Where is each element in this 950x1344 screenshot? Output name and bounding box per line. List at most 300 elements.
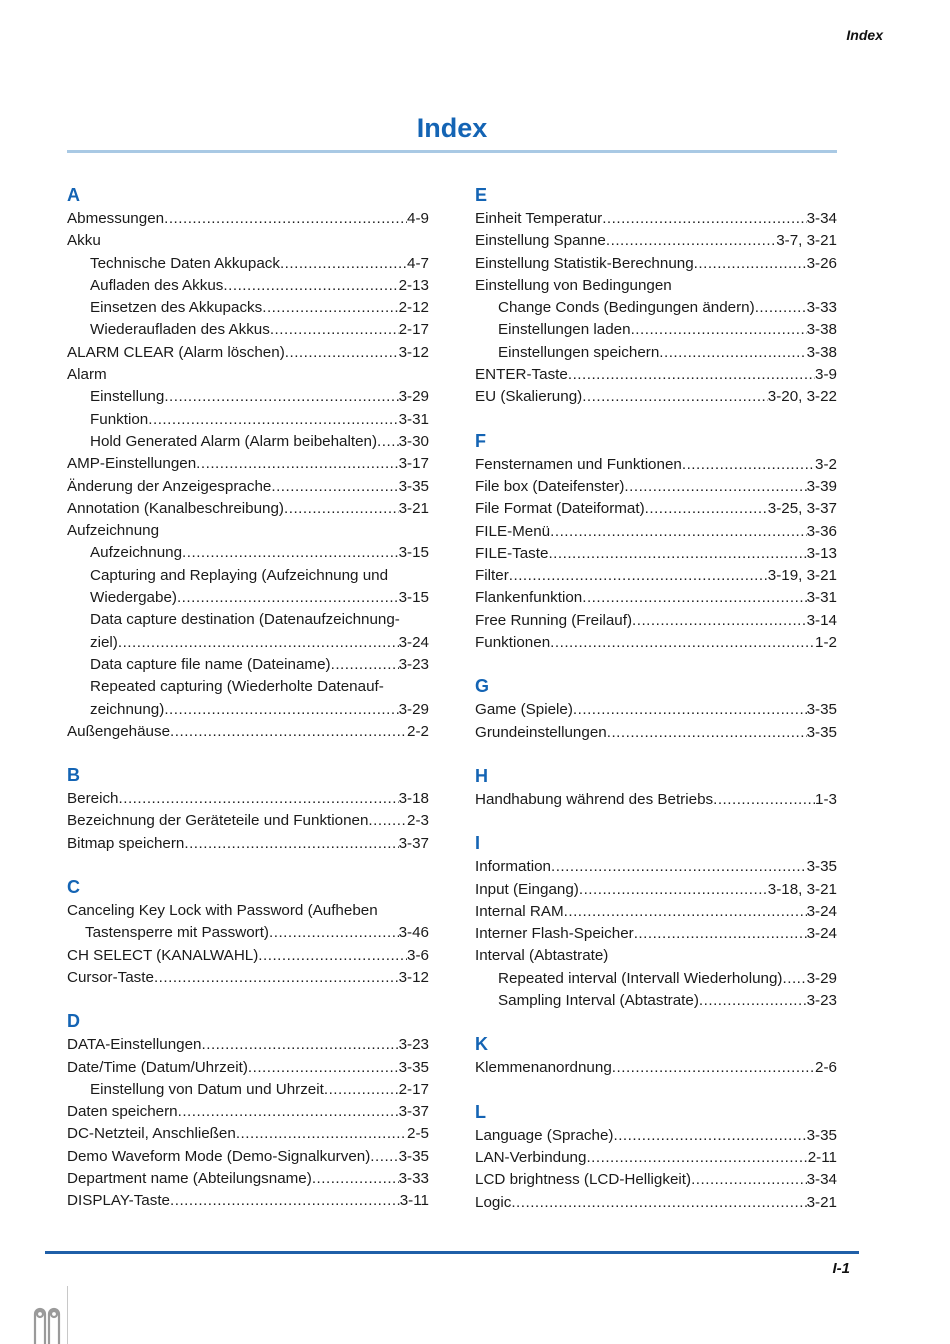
index-entry (475, 901, 837, 923)
entry-term: Einstellung (90, 388, 165, 406)
entry-page-ref: 3-24 (398, 633, 429, 651)
index-entry (67, 253, 429, 275)
section-letter: B (67, 765, 80, 786)
entry-page-ref: 3-35 (806, 1126, 837, 1144)
entry-page-ref: 3-35 (806, 701, 837, 719)
index-entry (475, 968, 837, 990)
entry-page-ref: 3-36 (806, 522, 837, 540)
dot-leader (236, 1123, 407, 1145)
entry-term: Fensternamen und Funktionen (475, 455, 682, 473)
section-letter: E (475, 185, 488, 205)
dot-leader (632, 610, 807, 632)
index-entry (475, 722, 837, 744)
entry-term: Interval (Abtastrate) (475, 947, 609, 965)
index-entry (475, 632, 837, 654)
entry-page-ref: 4-7 (407, 254, 429, 272)
section-letter: L (475, 1101, 486, 1122)
entry-term: File box (Dateifenster) (475, 477, 625, 495)
section-letter: I (475, 833, 481, 854)
dot-leader (713, 789, 815, 811)
section-letter: H (475, 765, 488, 786)
entry-term: Abmessungen (67, 210, 165, 227)
dot-leader (154, 967, 399, 989)
section-letter: C (67, 877, 80, 898)
index-entry (67, 654, 429, 676)
entry-page-ref: 2-12 (398, 299, 429, 317)
dot-leader (550, 632, 815, 654)
index-entry (475, 879, 837, 901)
index-entry (475, 342, 837, 364)
dot-leader (699, 990, 807, 1012)
entry-page-ref: 3-20, 3-22 (767, 388, 837, 406)
entry-page-ref: 3-23 (398, 655, 429, 673)
dot-leader (178, 1101, 399, 1123)
entry-term: Language (Sprache) (475, 1126, 614, 1144)
entry-term: Klemmenanordnung (475, 1059, 612, 1077)
title-divider (67, 150, 837, 153)
page-title: Index (416, 113, 488, 143)
dot-leader (645, 498, 768, 520)
index-entry (67, 721, 429, 743)
dot-leader (312, 1168, 399, 1190)
dot-leader (248, 1057, 399, 1079)
section-letter: F (475, 430, 486, 451)
index-entry (67, 208, 429, 230)
entry-term: Aufzeichnung (90, 544, 183, 562)
index-entry (475, 230, 837, 252)
dot-leader (573, 699, 807, 721)
entry-term: Alarm (67, 366, 107, 384)
entry-term: Funktionen (475, 634, 551, 652)
entry-page-ref: 3-30 (398, 432, 429, 450)
index-entry (67, 386, 429, 408)
dot-leader (602, 208, 806, 230)
dot-leader (223, 275, 398, 297)
index-entry (67, 833, 429, 855)
index-section-l (475, 1100, 837, 1214)
entry-page-ref: 1-3 (815, 790, 837, 808)
index-column-right (475, 183, 837, 1234)
index-entry (475, 275, 837, 297)
entry-page-ref: 3-26 (806, 254, 837, 272)
entry-term: DC-Netzteil, Anschließen (67, 1125, 236, 1143)
dot-leader (694, 253, 807, 275)
entry-page-ref: 2-2 (407, 722, 429, 740)
entry-term: Capturing and Replaying (Aufzeichnung und (90, 566, 389, 584)
index-entry (67, 676, 429, 698)
entry-term: Daten speichern (67, 1103, 178, 1121)
entry-term: Einstellung von Bedingungen (475, 276, 672, 294)
index-entry (67, 453, 429, 475)
dot-leader (613, 1125, 806, 1147)
entry-page-ref: 3-18, 3-21 (767, 880, 837, 898)
entry-page-ref: 3-21 (806, 1193, 837, 1211)
entry-term: Bitmap speichern (67, 834, 185, 852)
entry-page-ref: 3-35 (398, 477, 429, 495)
dot-leader (511, 1192, 806, 1214)
index-entry (475, 1125, 837, 1147)
entry-term: FILE-Menü (475, 522, 551, 540)
entry-term: Aufzeichnung (67, 522, 160, 540)
entry-term: Tastensperre mit Passwort) (85, 924, 269, 942)
entry-term: Außengehäuse (67, 722, 171, 740)
entry-page-ref: 3-24 (806, 925, 837, 943)
index-entry (67, 900, 429, 922)
dot-leader (202, 1034, 399, 1056)
dot-leader (550, 521, 806, 543)
index-entry (67, 542, 429, 564)
index-entry (475, 1147, 837, 1169)
entry-term: Grundeinstellungen (475, 723, 607, 741)
entry-term: Einstellungen speichern (498, 343, 660, 361)
index-entry (67, 520, 429, 542)
entry-term: Game (Spiele) (475, 701, 573, 719)
dot-leader (184, 833, 398, 855)
entry-term: Akku (67, 232, 101, 250)
entry-page-ref: 3-23 (398, 1036, 429, 1054)
dot-leader (284, 498, 399, 520)
index-entry (475, 476, 837, 498)
entry-page-ref: 3-35 (806, 858, 837, 876)
entry-page-ref: 3-17 (398, 455, 429, 473)
index-section-a (67, 183, 429, 743)
index-entry (475, 1057, 837, 1079)
dot-leader (377, 431, 399, 453)
index-section-b (67, 763, 429, 855)
entry-term: EU (Skalierung) (475, 388, 583, 406)
dot-leader (164, 699, 398, 721)
dot-leader (324, 1079, 399, 1101)
entry-term: Annotation (Kanalbeschreibung) (67, 499, 284, 517)
index-entry (67, 498, 429, 520)
entry-term: Funktion (90, 410, 149, 428)
entry-page-ref: 3-15 (398, 589, 429, 607)
entry-page-ref: 2-17 (398, 1080, 429, 1098)
dot-leader (582, 587, 806, 609)
index-section-g (475, 674, 837, 744)
entry-term: ENTER-Taste (475, 366, 568, 384)
dot-leader (607, 722, 807, 744)
index-entry (67, 1146, 429, 1168)
index-entry (475, 587, 837, 609)
index-entry (67, 565, 429, 587)
entry-term: DATA-Einstellungen (67, 1036, 202, 1054)
index-entry (475, 253, 837, 275)
index-entry (67, 632, 429, 654)
entry-term: Änderung der Anzeigesprache (67, 477, 272, 495)
index-entry (67, 1123, 429, 1145)
section-letter: A (67, 185, 80, 205)
entry-term: Input (Eingang) (475, 880, 579, 898)
index-entry (67, 431, 429, 453)
dot-leader (262, 297, 398, 319)
entry-page-ref: 3-14 (806, 611, 837, 629)
entry-term: Date/Time (Datum/Uhrzeit) (67, 1058, 248, 1076)
entry-page-ref: 3-39 (806, 477, 837, 495)
entry-term: Change Conds (Bedingungen ändern) (498, 299, 755, 317)
dot-leader (170, 1190, 400, 1212)
entry-page-ref: 3-33 (398, 1169, 429, 1187)
entry-page-ref: 3-29 (806, 969, 837, 987)
dot-leader (368, 810, 407, 832)
entry-term: DISPLAY-Taste (67, 1192, 170, 1210)
index-entry (67, 297, 429, 319)
entry-page-ref: 2-13 (398, 276, 429, 294)
dot-leader (270, 319, 399, 341)
dot-leader (164, 386, 398, 408)
dot-leader (551, 856, 807, 878)
index-column-left (67, 183, 429, 1233)
index-entry (67, 1168, 429, 1190)
index-section-c (67, 875, 429, 989)
entry-term: Einstellung von Datum und Uhrzeit (90, 1080, 324, 1098)
entry-page-ref: 3-7, 3-21 (776, 232, 837, 250)
entry-term: Wiedergabe) (90, 589, 177, 607)
running-header: Index (846, 27, 883, 43)
entry-term: Aufladen des Akkus (90, 276, 224, 294)
dot-leader (509, 565, 768, 587)
entry-page-ref: 3-33 (806, 299, 837, 317)
index-entry (67, 230, 429, 252)
entry-page-ref: 3-23 (806, 992, 837, 1010)
index-entry (475, 565, 837, 587)
section-letter: K (475, 1034, 488, 1055)
entry-term: File Format (Dateiformat) (475, 500, 645, 518)
dot-leader (331, 654, 399, 676)
dot-leader (582, 386, 768, 408)
entry-page-ref: 3-34 (806, 210, 837, 227)
index-entry (67, 788, 429, 810)
index-entry (67, 1057, 429, 1079)
entry-term: Hold Generated Alarm (Alarm beibehalten) (90, 432, 378, 450)
index-entry (475, 945, 837, 967)
entry-term: Technische Daten Akkupack (90, 254, 280, 272)
index-entry (67, 319, 429, 341)
entry-page-ref: 3-35 (398, 1147, 429, 1165)
entry-term: Einstellung Statistik-Berechnung (475, 254, 694, 272)
entry-page-ref: 2-11 (807, 1148, 837, 1166)
entry-term: Free Running (Freilauf) (475, 611, 632, 629)
dot-leader (586, 1147, 807, 1169)
entry-page-ref: 3-15 (398, 544, 429, 562)
entry-page-ref: 3-19, 3-21 (767, 567, 837, 585)
index-section-f (475, 429, 837, 655)
entry-page-ref: 3-21 (398, 499, 429, 517)
entry-term: Einsetzen des Akkupacks (90, 299, 263, 317)
entry-term: Data capture file name (Dateiname) (90, 655, 331, 673)
entry-page-ref: 3-35 (806, 723, 837, 741)
entry-page-ref: 3-37 (398, 834, 429, 852)
margin-line (67, 1286, 68, 1344)
entry-page-ref: 3-34 (806, 1171, 837, 1189)
entry-term: Department name (Abteilungsname) (67, 1169, 312, 1187)
dot-leader (271, 476, 398, 498)
entry-page-ref: 3-2 (815, 455, 837, 473)
dot-leader (691, 1169, 807, 1191)
entry-page-ref: 2-17 (398, 321, 429, 339)
dot-leader (634, 923, 807, 945)
index-entry (67, 409, 429, 431)
index-entry (475, 386, 837, 408)
entry-term: Sampling Interval (Abtastrate) (498, 992, 699, 1010)
index-entry (67, 609, 429, 631)
dot-leader (564, 901, 807, 923)
dot-leader (280, 253, 407, 275)
dot-leader (548, 543, 806, 565)
entry-term: Demo Waveform Mode (Demo-Signalkurven) (67, 1147, 371, 1165)
entry-page-ref: 3-13 (806, 544, 837, 562)
entry-term: CH SELECT (KANALWAHL) (67, 946, 259, 964)
entry-page-ref: 3-25, 3-37 (767, 500, 837, 518)
section-letter: G (475, 676, 490, 697)
index-entry (475, 1169, 837, 1191)
dot-leader (612, 1057, 815, 1079)
entry-term: zeichnung) (90, 700, 165, 718)
dot-leader (783, 968, 807, 990)
entry-page-ref: 3-37 (398, 1103, 429, 1121)
entry-term: Einstellungen laden (498, 321, 631, 339)
index-entry (475, 364, 837, 386)
dot-leader (659, 342, 806, 364)
dot-leader (118, 632, 399, 654)
index-entry (67, 364, 429, 386)
index-entry (475, 789, 837, 811)
entry-term: ziel) (90, 633, 118, 651)
entry-term: ALARM CLEAR (Alarm löschen) (67, 343, 285, 361)
entry-page-ref: 2-6 (815, 1059, 837, 1077)
index-section-h (475, 764, 837, 811)
index-section-i (475, 831, 837, 1012)
index-section-k (475, 1032, 837, 1079)
entry-page-ref: 3-35 (398, 1058, 429, 1076)
entry-page-ref: 3-24 (806, 902, 837, 920)
index-entry (67, 810, 429, 832)
dot-leader (119, 788, 399, 810)
dot-leader (182, 542, 399, 564)
index-entry (67, 1079, 429, 1101)
index-entry (67, 945, 429, 967)
index-entry (475, 498, 837, 520)
entry-page-ref: 3-46 (398, 924, 429, 942)
index-entry (475, 454, 837, 476)
entry-page-ref: 3-6 (407, 946, 429, 964)
dot-leader (370, 1146, 398, 1168)
dot-leader (148, 409, 398, 431)
dot-leader (579, 879, 768, 901)
entry-term: Bezeichnung der Geräteteile und Funktionen (67, 812, 369, 830)
entry-page-ref: 3-9 (815, 366, 837, 384)
footer-divider (45, 1251, 859, 1254)
dot-leader (196, 453, 398, 475)
entry-page-ref: 1-2 (815, 634, 837, 652)
index-section-e (475, 183, 837, 409)
entry-term: Flankenfunktion (475, 589, 583, 607)
dot-leader (177, 587, 399, 609)
entry-term: AMP-Einstellungen (67, 455, 197, 473)
entry-term: Wiederaufladen des Akkus (90, 321, 270, 339)
entry-page-ref: 3-29 (398, 700, 429, 718)
index-entry (67, 342, 429, 364)
entry-term: Information (475, 858, 551, 876)
dot-leader (164, 208, 407, 230)
entry-term: Filter (475, 567, 509, 585)
entry-term: LAN-Verbindung (475, 1148, 587, 1166)
entry-page-ref: 4-9 (407, 210, 429, 227)
index-entry (475, 990, 837, 1012)
dot-leader (568, 364, 815, 386)
index-entry (475, 699, 837, 721)
entry-term: Cursor-Taste (67, 968, 154, 986)
section-letter: D (67, 1011, 80, 1032)
index-entry (67, 1190, 429, 1212)
entry-page-ref: 3-31 (398, 410, 429, 428)
entry-term: Handhabung während des Betriebs (475, 790, 714, 808)
entry-page-ref: 3-11 (399, 1192, 429, 1210)
entry-page-ref: 3-12 (398, 343, 429, 361)
entry-page-ref: 3-12 (398, 968, 429, 986)
entry-page-ref: 3-38 (806, 321, 837, 339)
index-section-d (67, 1009, 429, 1212)
entry-term: Einstellung Spanne (475, 232, 606, 250)
dot-leader (258, 945, 407, 967)
dot-leader (624, 476, 806, 498)
index-entry (475, 543, 837, 565)
index-entry (475, 319, 837, 341)
dot-leader (606, 230, 776, 252)
index-entry (475, 297, 837, 319)
index-entry (475, 208, 837, 230)
entry-term: Interner Flash-Speicher (475, 925, 634, 943)
entry-page-ref: 3-18 (398, 790, 429, 808)
entry-term: Logic (475, 1193, 512, 1211)
entry-page-ref: 3-29 (398, 388, 429, 406)
entry-term: Canceling Key Lock with Password (Aufheben (67, 902, 378, 920)
index-entry (475, 1192, 837, 1214)
dot-leader (170, 721, 407, 743)
entry-page-ref: 2-3 (407, 812, 429, 830)
index-entry (67, 1034, 429, 1056)
dot-leader (285, 342, 399, 364)
index-entry (67, 922, 429, 944)
entry-term: Data capture destination (Datenaufzeichnung- (90, 611, 400, 629)
index-entry (67, 476, 429, 498)
dot-leader (631, 319, 807, 341)
index-entry (475, 521, 837, 543)
dot-leader (755, 297, 807, 319)
dot-leader (269, 922, 399, 944)
index-entry (67, 967, 429, 989)
binding-mark-icon (32, 1300, 64, 1344)
entry-term: LCD brightness (LCD-Helligkeit) (475, 1171, 692, 1189)
index-entry (67, 587, 429, 609)
page-number: I-1 (832, 1260, 850, 1277)
dot-leader (682, 454, 815, 476)
entry-term: Einheit Temperatur (475, 210, 603, 227)
index-entry (67, 275, 429, 297)
entry-term: Repeated capturing (Wiederholte Datenauf- (90, 678, 384, 696)
entry-term: Repeated interval (Intervall Wiederholung) (498, 969, 783, 987)
index-entry (475, 923, 837, 945)
index-entry (475, 856, 837, 878)
entry-term: FILE-Taste (475, 544, 549, 562)
entry-term: Internal RAM (475, 902, 564, 920)
entry-page-ref: 3-38 (806, 343, 837, 361)
index-entry (67, 699, 429, 721)
entry-term: Bereich (67, 790, 119, 808)
entry-page-ref: 2-5 (407, 1125, 429, 1143)
index-entry (67, 1101, 429, 1123)
entry-page-ref: 3-31 (806, 589, 837, 607)
